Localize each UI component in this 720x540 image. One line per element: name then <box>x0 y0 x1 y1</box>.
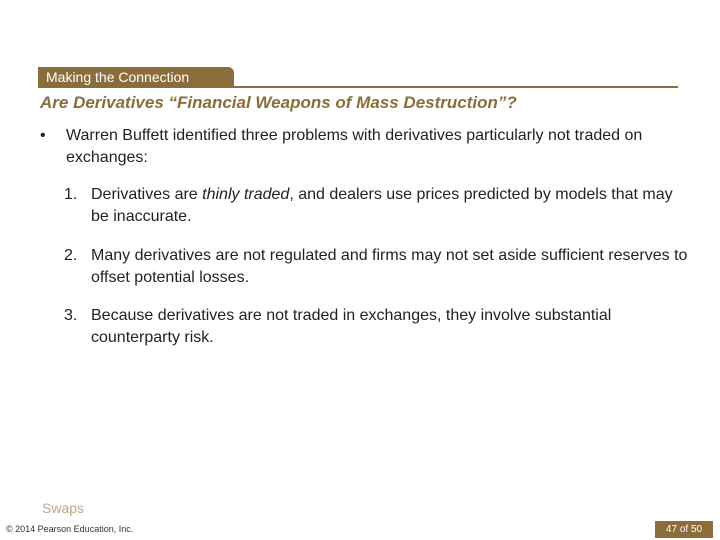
slide-title: Are Derivatives “Financial Weapons of Mass Destruction”? <box>40 93 517 112</box>
list-item-number: 1. <box>64 186 78 203</box>
list-item-text: Many derivatives are not regulated and firms may not set aside sufficient reserves to offset potential losses. <box>91 247 688 286</box>
bullet-marker: • <box>40 127 46 144</box>
section-divider <box>38 86 678 88</box>
list-item-1 <box>64 184 694 228</box>
list-item-text-part: , and dealers use prices predicted by models that may be inaccurate. <box>91 186 673 225</box>
list-item-text <box>91 184 694 228</box>
footer-topic: Swaps <box>42 500 85 516</box>
list-item-text-part: Derivatives are <box>91 186 203 203</box>
list-item-text: Because derivatives are not traded in exchanges, they involve substantial counterparty risk. <box>91 307 612 346</box>
list-item-emphasis: thinly traded <box>202 186 290 203</box>
page-number-badge: 47 of 50 <box>655 521 713 538</box>
list-item-number: 2. <box>64 247 78 264</box>
section-label: Making the Connection <box>46 69 190 85</box>
bullet-text: Warren Buffett identified three problems with derivatives particularly not traded on exchanges: <box>66 127 643 166</box>
list-item-2 <box>64 245 694 289</box>
bullet-point <box>40 125 680 169</box>
copyright-notice: © 2014 Pearson Education, Inc. <box>6 524 134 534</box>
list-item-number: 3. <box>64 307 78 324</box>
section-tab <box>38 67 234 87</box>
list-item-3 <box>64 305 694 349</box>
